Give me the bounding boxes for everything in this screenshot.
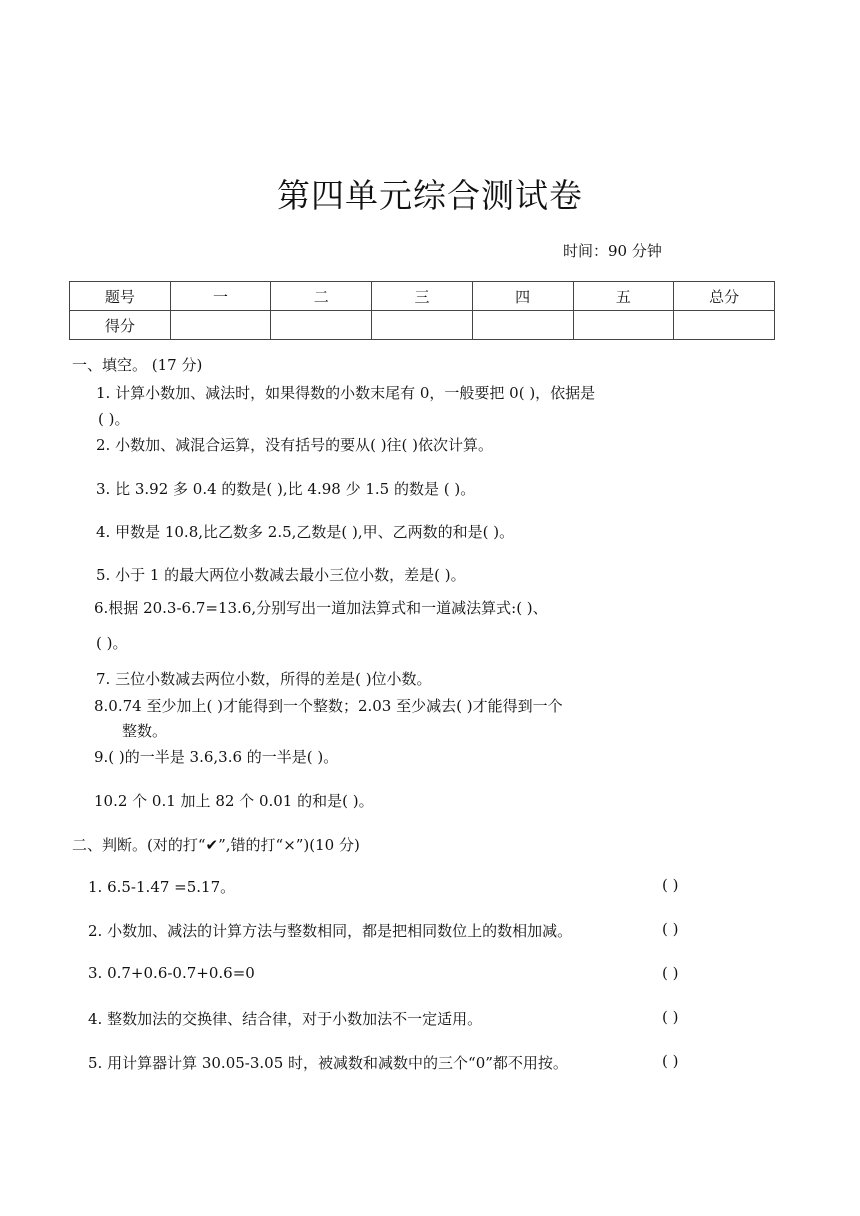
score-cell[interactable]: [674, 311, 775, 340]
question-3: 3. 比 3.92 多 0.4 的数是( ),比 4.98 少 1.5 的数是 ( )。: [96, 480, 476, 498]
judgment-item-1: 1. 6.5-1.47 =5.17。: [88, 878, 236, 896]
score-cell[interactable]: [472, 311, 573, 340]
question-6-continued: ( )。: [96, 634, 128, 652]
score-header-cell: 总分: [674, 282, 775, 311]
question-1-continued: ( )。: [98, 410, 130, 428]
section2-heading: 二、判断。(对的打“✔”,错的打“×”)(10 分): [72, 836, 360, 854]
score-header-cell: 四: [472, 282, 573, 311]
score-header-cell: 一: [170, 282, 271, 311]
question-8-continued: 整数。: [122, 722, 168, 740]
judgment-item-4: 4. 整数加法的交换律、结合律，对于小数加法不一定适用。: [88, 1010, 483, 1028]
question-1: 1. 计算小数加、减法时，如果得数的小数末尾有 0，一般要把 0( )，依据是: [96, 384, 596, 402]
judgment-answer-5[interactable]: ( ): [662, 1052, 679, 1070]
score-header-row: [70, 282, 775, 311]
score-value-row: [70, 311, 775, 340]
page-title: 第四单元综合测试卷: [277, 176, 583, 215]
score-header-cell: 五: [573, 282, 674, 311]
judgment-item-5: 5. 用计算器计算 30.05-3.05 时，被减数和减数中的三个“0”都不用按。: [88, 1054, 568, 1072]
judgment-item-3: 3. 0.7+0.6-0.7+0.6=0: [88, 964, 255, 982]
score-cell[interactable]: [271, 311, 372, 340]
question-8: 8.0.74 至少加上( )才能得到一个整数；2.03 至少减去( )才能得到一个: [94, 697, 563, 715]
score-header-cell: 二: [271, 282, 372, 311]
question-6: 6.根据 20.3-6.7=13.6,分别写出一道加法算式和一道减法算式:( )、: [94, 599, 548, 617]
question-7: 7. 三位小数减去两位小数，所得的差是( )位小数。: [96, 670, 432, 688]
judgment-item-2: 2. 小数加、减法的计算方法与整数相同，都是把相同数位上的数相加减。: [88, 922, 573, 940]
score-table: [69, 281, 775, 340]
question-9: 9.( )的一半是 3.6,3.6 的一半是( )。: [94, 748, 339, 766]
score-header-cell: 三: [372, 282, 473, 311]
score-cell[interactable]: [372, 311, 473, 340]
question-2: 2. 小数加、减混合运算，没有括号的要从( )往( )依次计算。: [96, 436, 494, 454]
score-cell[interactable]: [573, 311, 674, 340]
score-header-cell: 题号: [70, 282, 171, 311]
judgment-answer-3[interactable]: ( ): [662, 964, 679, 982]
judgment-answer-2[interactable]: ( ): [662, 920, 679, 938]
score-cell[interactable]: [170, 311, 271, 340]
judgment-answer-1[interactable]: ( ): [662, 876, 679, 894]
score-row-label: 得分: [70, 311, 171, 340]
section1-heading: 一、填空。 (17 分): [72, 356, 203, 374]
question-10: 10.2 个 0.1 加上 82 个 0.01 的和是( )。: [94, 792, 374, 810]
question-4: 4. 甲数是 10.8,比乙数多 2.5,乙数是( ),甲、乙两数的和是( )。: [96, 523, 515, 541]
judgment-answer-4[interactable]: ( ): [662, 1008, 679, 1026]
question-5: 5. 小于 1 的最大两位小数减去最小三位小数，差是( )。: [96, 566, 466, 584]
time-limit: 时间：90 分钟: [563, 242, 662, 260]
